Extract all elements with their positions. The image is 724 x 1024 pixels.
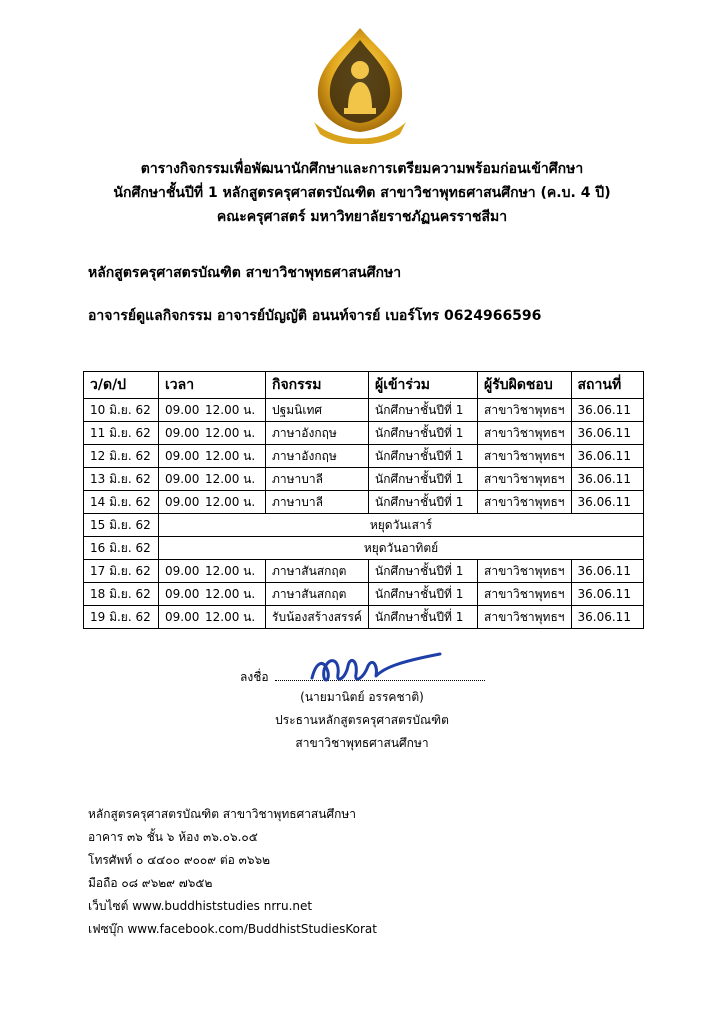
cell-participants: นักศึกษาชั้นปีที่ 1 [369, 606, 478, 629]
cell-holiday-note: หยุดวันอาทิตย์ [159, 537, 644, 560]
cell-time [159, 422, 266, 445]
footer-facebook: เฟซบุ๊ก www.facebook.com/BuddhistStudiesKorat [88, 922, 377, 936]
signature-label: ลงชื่อ [240, 670, 269, 684]
table-row [84, 583, 644, 606]
cell-time-end: 12.00 น. [205, 586, 256, 601]
cell-participants: นักศึกษาชั้นปีที่ 1 [369, 445, 478, 468]
cell-place: 36.06.11 [571, 606, 643, 629]
cell-place: 36.06.11 [571, 468, 643, 491]
cell-time-end: 12.00 น. [205, 494, 256, 509]
cell-activity: ภาษาสันสกฤต [266, 560, 369, 583]
cell-participants: นักศึกษาชั้นปีที่ 1 [369, 422, 478, 445]
cell-date: 12 มิ.ย. 62 [84, 445, 159, 468]
cell-time-end: 12.00 น. [205, 563, 256, 578]
table-row [84, 491, 644, 514]
cell-date: 13 มิ.ย. 62 [84, 468, 159, 491]
cell-time [159, 491, 266, 514]
cell-time [159, 583, 266, 606]
cell-time-end: 12.00 น. [205, 471, 256, 486]
cell-responsible: สาขาวิชาพุทธฯ [478, 560, 572, 583]
cell-time [159, 468, 266, 491]
table-row [84, 422, 644, 445]
footer-program: หลักสูตรครุศาสตรบัณฑิต สาขาวิชาพุทธศาสนศึกษา [88, 807, 356, 821]
cell-activity: ภาษาสันสกฤต [266, 583, 369, 606]
header-responsible: ผู้รับผิดชอบ [478, 372, 572, 399]
cell-responsible: สาขาวิชาพุทธฯ [478, 468, 572, 491]
cell-activity: ภาษาอังกฤษ [266, 445, 369, 468]
cell-responsible: สาขาวิชาพุทธฯ [478, 445, 572, 468]
cell-responsible: สาขาวิชาพุทธฯ [478, 606, 572, 629]
cell-date: 11 มิ.ย. 62 [84, 422, 159, 445]
handwritten-signature [302, 648, 442, 688]
table-row [84, 514, 644, 537]
cell-date: 17 มิ.ย. 62 [84, 560, 159, 583]
cell-date: 18 มิ.ย. 62 [84, 583, 159, 606]
cell-time-start: 09.00 [165, 563, 200, 578]
cell-place: 36.06.11 [571, 399, 643, 422]
cell-participants: นักศึกษาชั้นปีที่ 1 [369, 491, 478, 514]
cell-place: 36.06.11 [571, 491, 643, 514]
header-place: สถานที่ [571, 372, 643, 399]
cell-time-end: 12.00 น. [205, 609, 256, 624]
cell-participants: นักศึกษาชั้นปีที่ 1 [369, 583, 478, 606]
cell-time-start: 09.00 [165, 471, 200, 486]
cell-time-end: 12.00 น. [205, 425, 256, 440]
cell-time-end: 12.00 น. [205, 448, 256, 463]
cell-activity: ภาษาบาลี [266, 491, 369, 514]
cell-responsible: สาขาวิชาพุทธฯ [478, 491, 572, 514]
table-row [84, 468, 644, 491]
table-row [84, 537, 644, 560]
signer-title: ประธานหลักสูตรครุศาสตรบัณฑิต [275, 713, 449, 727]
cell-place: 36.06.11 [571, 422, 643, 445]
footer-mobile: มือถือ ๐๘ ๙๖๒๙ ๗๖๕๒ [88, 876, 213, 890]
table-header-row [84, 372, 644, 399]
document-title-line1: ตารางกิจกรรมเพื่อพัฒนานักศึกษาและการเตรียมความพร้อมก่อนเข้าศึกษา [140, 161, 584, 177]
cell-activity: ภาษาบาลี [266, 468, 369, 491]
cell-place: 36.06.11 [571, 583, 643, 606]
cell-time-start: 09.00 [165, 402, 200, 417]
cell-time-start: 09.00 [165, 425, 200, 440]
document-title-line2: นักศึกษาชั้นปีที่ 1 หลักสูตรครุศาสตรบัณฑิต สาขาวิชาพุทธศาสนศึกษา (ค.บ. 4 ปี) [113, 185, 611, 201]
advisor-info: อาจารย์ดูแลกิจกรรม อาจารย์บัญญัติ อนนท์จารย์ เบอร์โทร 0624966596 [88, 308, 542, 324]
cell-responsible: สาขาวิชาพุทธฯ [478, 399, 572, 422]
cell-time [159, 399, 266, 422]
cell-date: 14 มิ.ย. 62 [84, 491, 159, 514]
schedule-table [83, 371, 644, 629]
cell-responsible: สาขาวิชาพุทธฯ [478, 583, 572, 606]
cell-date: 10 มิ.ย. 62 [84, 399, 159, 422]
table-row [84, 445, 644, 468]
footer-building: อาคาร ๓๖ ชั้น ๖ ห้อง ๓๖.๐๖.๐๕ [88, 830, 258, 844]
cell-activity: ภาษาอังกฤษ [266, 422, 369, 445]
program-name: หลักสูตรครุศาสตรบัณฑิต สาขาวิชาพุทธศาสนศึกษา [88, 265, 402, 281]
cell-date: 16 มิ.ย. 62 [84, 537, 159, 560]
cell-time-start: 09.00 [165, 586, 200, 601]
cell-time [159, 560, 266, 583]
cell-time [159, 445, 266, 468]
cell-time-start: 09.00 [165, 448, 200, 463]
cell-participants: นักศึกษาชั้นปีที่ 1 [369, 468, 478, 491]
cell-date: 15 มิ.ย. 62 [84, 514, 159, 537]
cell-time [159, 606, 266, 629]
table-row [84, 560, 644, 583]
header-date: ว/ด/ป [84, 372, 159, 399]
cell-responsible: สาขาวิชาพุทธฯ [478, 422, 572, 445]
cell-date: 19 มิ.ย. 62 [84, 606, 159, 629]
cell-holiday-note: หยุดวันเสาร์ [159, 514, 644, 537]
cell-participants: นักศึกษาชั้นปีที่ 1 [369, 560, 478, 583]
table-row [84, 606, 644, 629]
cell-participants: นักศึกษาชั้นปีที่ 1 [369, 399, 478, 422]
header-participants: ผู้เข้าร่วม [369, 372, 478, 399]
cell-activity: ปฐมนิเทศ [266, 399, 369, 422]
cell-place: 36.06.11 [571, 560, 643, 583]
table-row [84, 399, 644, 422]
signer-department: สาขาวิชาพุทธศาสนศึกษา [295, 736, 429, 750]
cell-activity: รับน้องสร้างสรรค์ [266, 606, 369, 629]
footer-phone: โทรศัพท์ ๐ ๔๔๐๐ ๙๐๐๙ ต่อ ๓๖๖๒ [88, 853, 271, 867]
cell-time-start: 09.00 [165, 609, 200, 624]
footer-website: เว็บไซต์ www.buddhiststudies nrru.net [88, 899, 313, 913]
header-activity: กิจกรรม [266, 372, 369, 399]
cell-time-end: 12.00 น. [205, 402, 256, 417]
signer-name: (นายมานิตย์ อรรคชาติ) [300, 690, 424, 704]
cell-time-start: 09.00 [165, 494, 200, 509]
university-logo [308, 26, 412, 144]
document-title-line3: คณะครุศาสตร์ มหาวิทยาลัยราชภัฏนครราชสีมา [216, 209, 508, 225]
header-time: เวลา [159, 372, 266, 399]
cell-place: 36.06.11 [571, 445, 643, 468]
